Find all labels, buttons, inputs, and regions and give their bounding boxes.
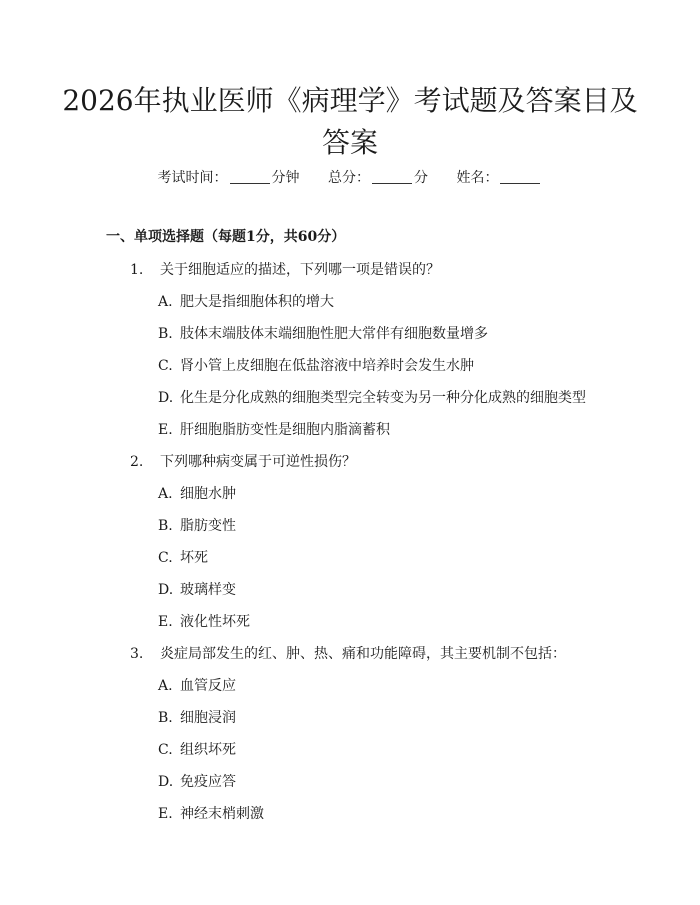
option-1e [158, 420, 390, 440]
option-text: 坏死 [180, 550, 208, 566]
option-label: E. [158, 806, 173, 822]
time-unit: 分钟 [271, 170, 300, 186]
option-1a [158, 292, 334, 312]
option-label: D. [158, 774, 174, 790]
question-number: 1. [130, 262, 144, 278]
option-label: E. [158, 614, 173, 630]
name-blank [500, 169, 540, 184]
option-label: B. [158, 326, 173, 342]
option-text: 脂肪变性 [180, 518, 236, 534]
option-text: 细胞水肿 [180, 486, 236, 502]
option-text: 肝细胞脂肪变性是细胞内脂滴蓄积 [180, 422, 390, 438]
time-label: 考试时间： [157, 170, 228, 186]
option-label: C. [158, 742, 173, 758]
option-text: 细胞浸润 [180, 710, 236, 726]
option-3a [158, 676, 236, 696]
option-label: C. [158, 550, 173, 566]
option-3b [158, 708, 236, 728]
option-label: E. [158, 422, 173, 438]
exam-time [158, 170, 304, 186]
document-title: 2026年执业医师《病理学》考试题及答案目及答案 [62, 84, 638, 159]
option-text: 神经末梢刺激 [180, 806, 264, 822]
option-2c [158, 548, 208, 568]
score-unit: 分 [414, 170, 428, 186]
option-text: 液化性坏死 [180, 614, 250, 630]
option-label: A. [158, 294, 173, 310]
question-text: 下列哪种病变属于可逆性损伤？ [160, 454, 356, 470]
option-text: 组织坏死 [180, 742, 236, 758]
option-label: D. [158, 582, 174, 598]
score-label: 总分： [328, 170, 370, 186]
option-text: 化生是分化成熟的细胞类型完全转变为另一种分化成熟的细胞类型 [180, 390, 586, 406]
option-2a [158, 484, 236, 504]
section-title: 一、单项选择题（每题1分，共60分） [106, 229, 346, 245]
option-2e [158, 612, 250, 632]
question-text: 关于细胞适应的描述，下列哪一项是错误的？ [160, 262, 440, 278]
question-text: 炎症局部发生的红、肿、热、痛和功能障碍，其主要机制不包括： [160, 646, 566, 662]
option-label: D. [158, 390, 174, 406]
name-label: 姓名： [456, 170, 499, 186]
option-1c [158, 356, 474, 376]
option-label: C. [158, 358, 173, 374]
option-2d [158, 580, 236, 600]
option-3d [158, 772, 236, 792]
option-label: B. [158, 518, 173, 534]
question-number: 2. [130, 454, 144, 470]
question-3 [130, 644, 566, 664]
question-number: 3. [130, 646, 144, 662]
option-text: 肢体末端肢体末端细胞性肥大常伴有细胞数量增多 [180, 326, 488, 342]
option-1d [158, 388, 586, 408]
exam-name [456, 170, 542, 186]
score-blank [372, 169, 412, 184]
question-1 [130, 260, 440, 280]
option-3e [158, 804, 264, 824]
option-text: 血管反应 [180, 678, 236, 694]
question-2 [130, 452, 356, 472]
option-label: A. [158, 486, 173, 502]
option-text: 肾小管上皮细胞在低盐溶液中培养时会发生水肿 [180, 358, 474, 374]
option-2b [158, 516, 236, 536]
time-blank [230, 169, 270, 184]
option-text: 肥大是指细胞体积的增大 [180, 294, 334, 310]
option-text: 玻璃样变 [180, 582, 236, 598]
option-3c [158, 740, 236, 760]
option-label: B. [158, 710, 173, 726]
option-text: 免疫应答 [180, 774, 236, 790]
option-label: A. [158, 678, 173, 694]
exam-score [328, 170, 432, 186]
option-1b [158, 324, 488, 344]
exam-info-line [0, 168, 700, 188]
